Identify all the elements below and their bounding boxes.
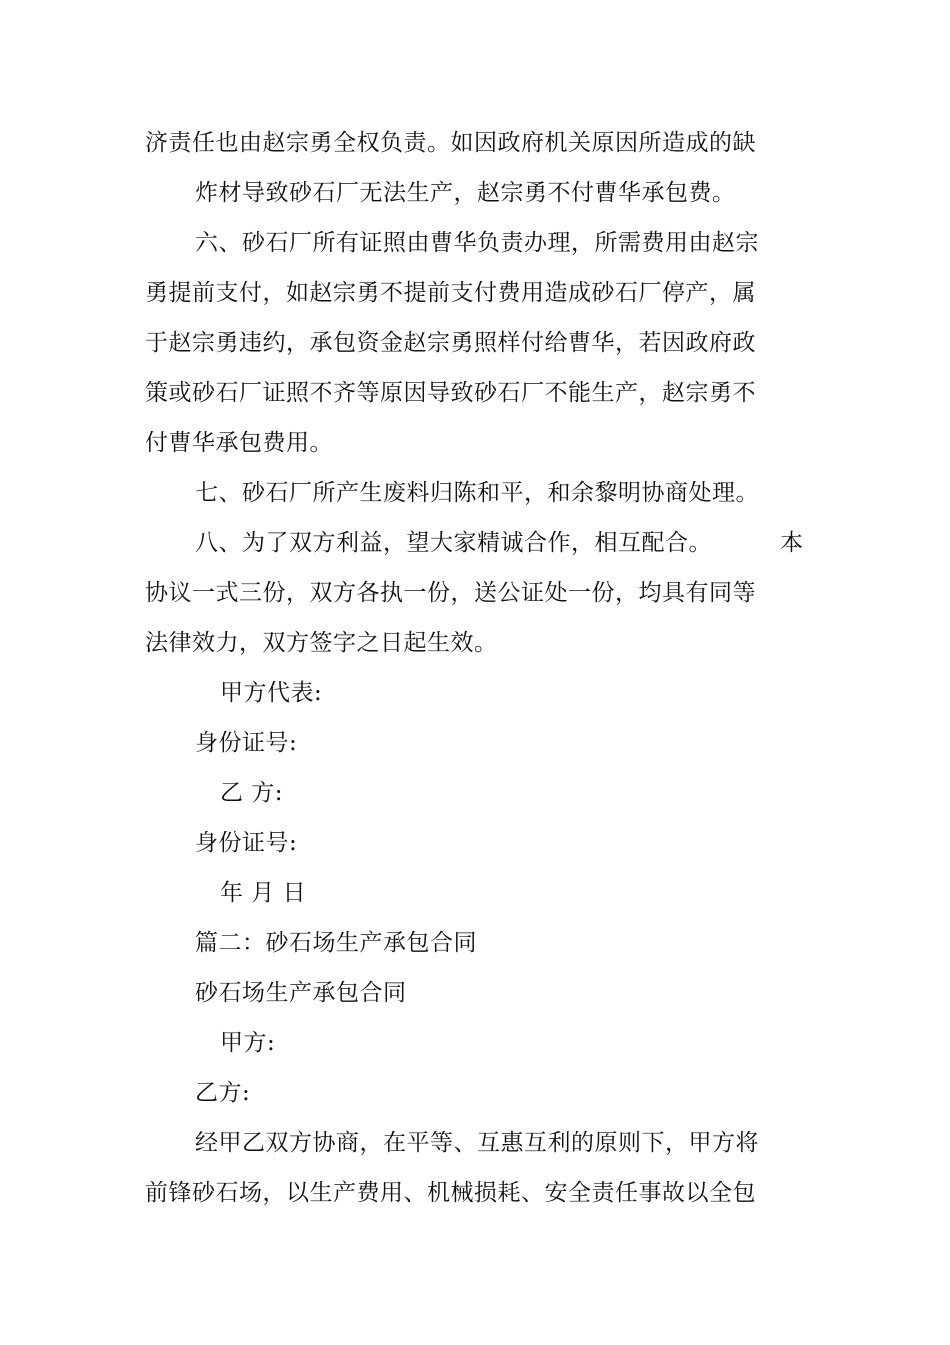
text-line: 勇提前支付，如赵宗勇不提前支付费用造成砂石厂停产，属 (145, 280, 756, 306)
text-line: 法律效力，双方签字之日起生效。 (145, 630, 498, 656)
signature-label: 甲方代表: (220, 680, 323, 706)
text-line: 前锋砂石场，以生产费用、机械损耗、安全责任事故以全包 (145, 1180, 756, 1206)
text-line: 炸材导致砂石厂无法生产，赵宗勇不付曹华承包费。 (195, 180, 736, 206)
text-line: 协议一式三份，双方各执一份，送公证处一份，均具有同等 (145, 580, 756, 606)
party-label: 甲方: (220, 1030, 276, 1056)
text-line: 经甲乙双方协商，在平等、互惠互利的原则下，甲方将 (195, 1130, 759, 1156)
text-line: 六、砂石厂所有证照由曹华负责办理，所需费用由赵宗 (195, 230, 759, 256)
signature-label: 乙 方: (220, 780, 284, 806)
text-line: 付曹华承包费用。 (145, 430, 333, 456)
text-line: 八、为了双方利益，望大家精诚合作，相互配合。 (195, 530, 712, 556)
contract-title: 砂石场生产承包合同 (195, 980, 407, 1006)
signature-label: 身份证号: (195, 830, 298, 856)
date-label: 年 月 日 (220, 880, 307, 906)
section-heading: 篇二：砂石场生产承包合同 (195, 930, 477, 956)
text-line: 济责任也由赵宗勇全权负责。如因政府机关原因所造成的缺 (145, 130, 756, 156)
text-line: 策或砂石厂证照不齐等原因导致砂石厂不能生产，赵宗勇不 (145, 380, 756, 406)
signature-label: 身份证号: (195, 730, 298, 756)
text-line: 于赵宗勇违约，承包资金赵宗勇照样付给曹华，若因政府政 (145, 330, 756, 356)
text-line: 本 (780, 530, 804, 556)
party-label: 乙方: (195, 1080, 251, 1106)
text-line: 七、砂石厂所产生废料归陈和平，和余黎明协商处理。 (195, 480, 759, 506)
